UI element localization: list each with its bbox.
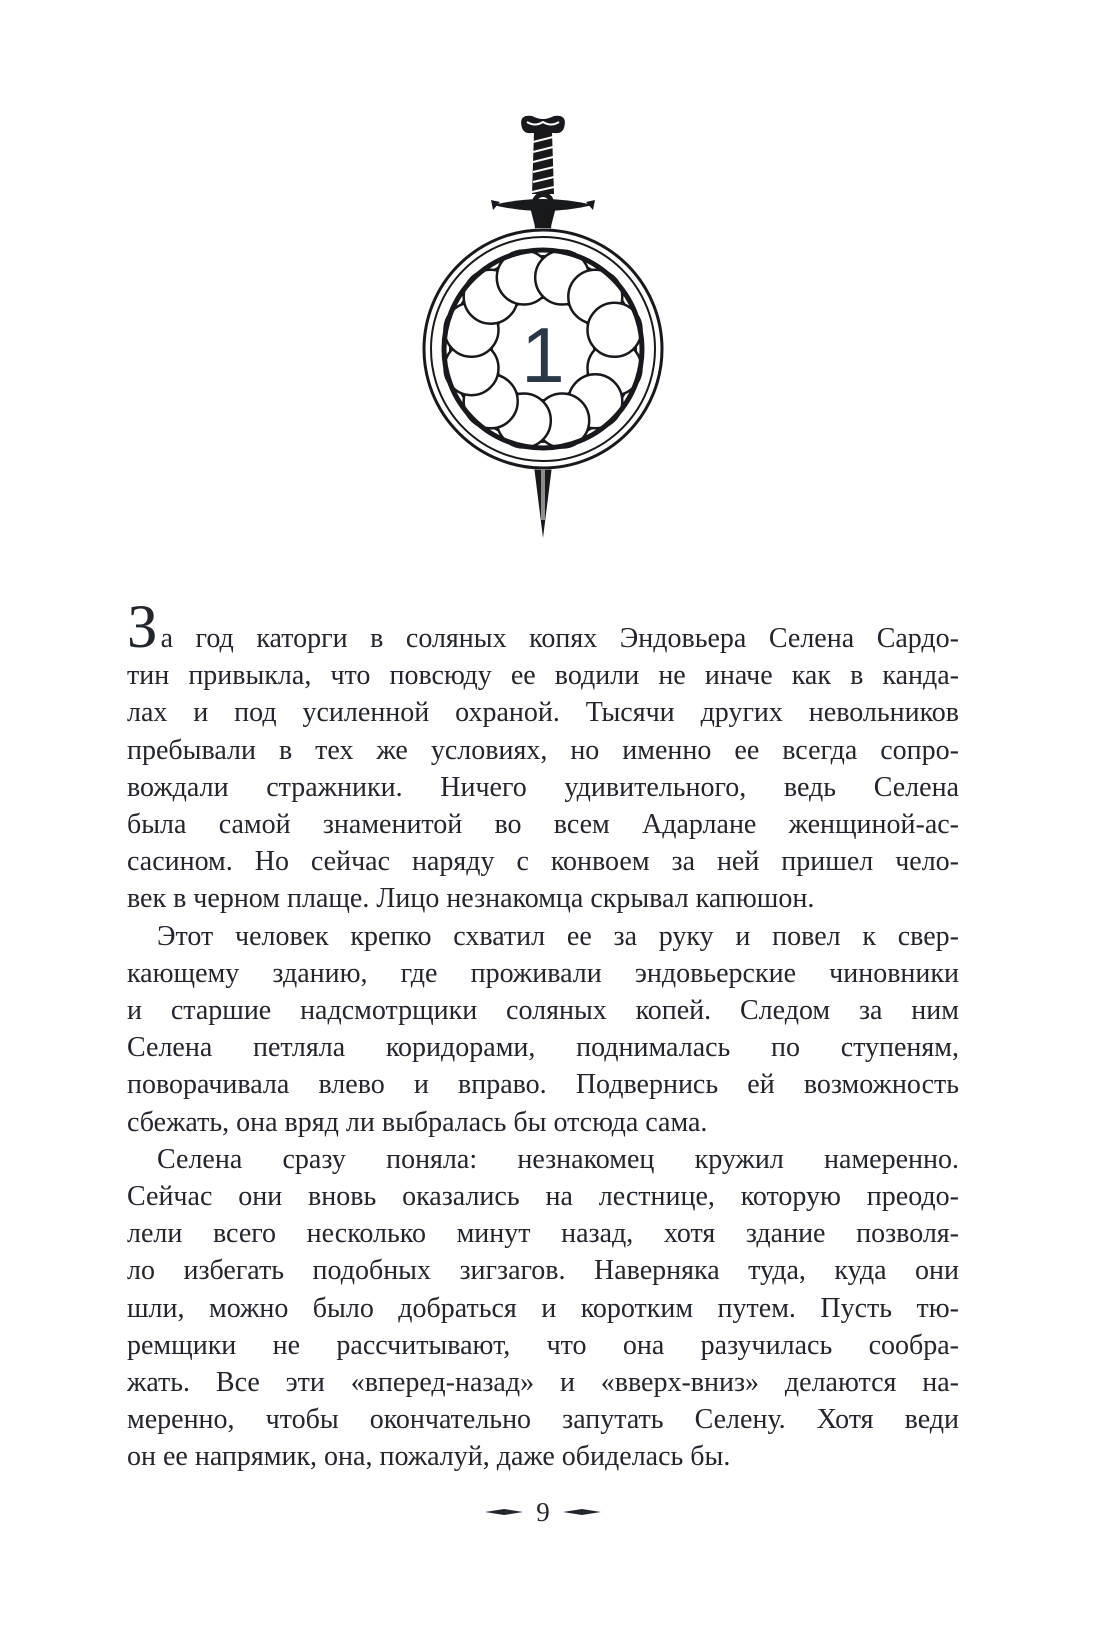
text-line: Сейчас они вновь оказались на лестнице, которую преодо- bbox=[127, 1181, 959, 1213]
text-line: и старшие надсмотрщики соляных копей. Следом за ним bbox=[127, 995, 959, 1027]
text-line: Селена петляла коридорами, поднималась по ступеням, bbox=[127, 1032, 959, 1064]
text-line: лели всего несколько минут назад, хотя здание позволя- bbox=[127, 1218, 959, 1250]
text-line: тин привыкла, что повсюду ее водили не иначе как в канда- bbox=[127, 660, 959, 692]
text-line: Этот человек крепко схватил ее за руку и повел к свер- bbox=[157, 920, 959, 952]
text-line bbox=[127, 594, 959, 661]
text-line: вождали стражники. Ничего удивительного, ведь Селена bbox=[127, 771, 959, 803]
text-line: лах и под усиленной охраной. Тысячи других невольников bbox=[127, 697, 959, 729]
text-line: он ее напрямик, она, пожалуй, даже обиделась бы. bbox=[127, 1441, 731, 1473]
drop-cap: З bbox=[127, 594, 158, 661]
text-line: ло избегать подобных зигзагов. Наверняка туда, куда они bbox=[127, 1255, 959, 1287]
chapter-text bbox=[127, 594, 959, 1476]
chapter-number: 1 bbox=[521, 311, 565, 399]
text-line: сасином. Но сейчас наряду с конвоем за ней пришел чело- bbox=[127, 846, 959, 878]
text-line: была самой знаменитой во всем Адарлане женщиной-ас- bbox=[127, 809, 959, 841]
text-line: сбежать, она вряд ли выбралась бы отсюда сама. bbox=[127, 1106, 708, 1138]
text-line: кающему зданию, где проживали эндовьерские чиновники bbox=[127, 957, 959, 989]
text-line: поворачивала влево и вправо. Подвернись ей возможность bbox=[127, 1069, 959, 1101]
sword-pommel bbox=[521, 116, 565, 133]
text-line: жать. Все эти «вперед-назад» и «вверх-вниз» делаются на- bbox=[127, 1367, 959, 1399]
text-line: ремщики не рассчитывают, что она разучилась сообра- bbox=[127, 1329, 959, 1361]
footer-dash-left-icon bbox=[485, 1508, 523, 1516]
paragraph bbox=[127, 918, 959, 1141]
text-line: меренно, чтобы окончательно запутать Селену. Хотя веди bbox=[127, 1404, 959, 1436]
paragraph bbox=[127, 594, 959, 918]
page-number: 9 bbox=[536, 1497, 550, 1527]
text-line: век в черном плаще. Лицо незнакомца скрывал капюшон. bbox=[127, 883, 815, 915]
footer-dash-right-icon bbox=[563, 1508, 601, 1516]
text-line: шли, можно было добраться и коротким путем. Пусть тю- bbox=[127, 1292, 959, 1324]
page-footer bbox=[127, 1497, 959, 1527]
medallion-circle bbox=[422, 228, 664, 470]
chapter-ornament bbox=[421, 106, 665, 546]
text-line: пребывали в тех же условиях, но именно ее всегда сопро- bbox=[127, 734, 959, 766]
paragraph bbox=[127, 1141, 959, 1476]
text-line-content: а год каторги в соляных копях Эндовьера Селена Сардо- bbox=[160, 623, 959, 654]
text-line: Селена сразу поняла: незнакомец кружил намеренно. bbox=[157, 1143, 959, 1175]
sword-medallion-icon bbox=[421, 106, 665, 546]
